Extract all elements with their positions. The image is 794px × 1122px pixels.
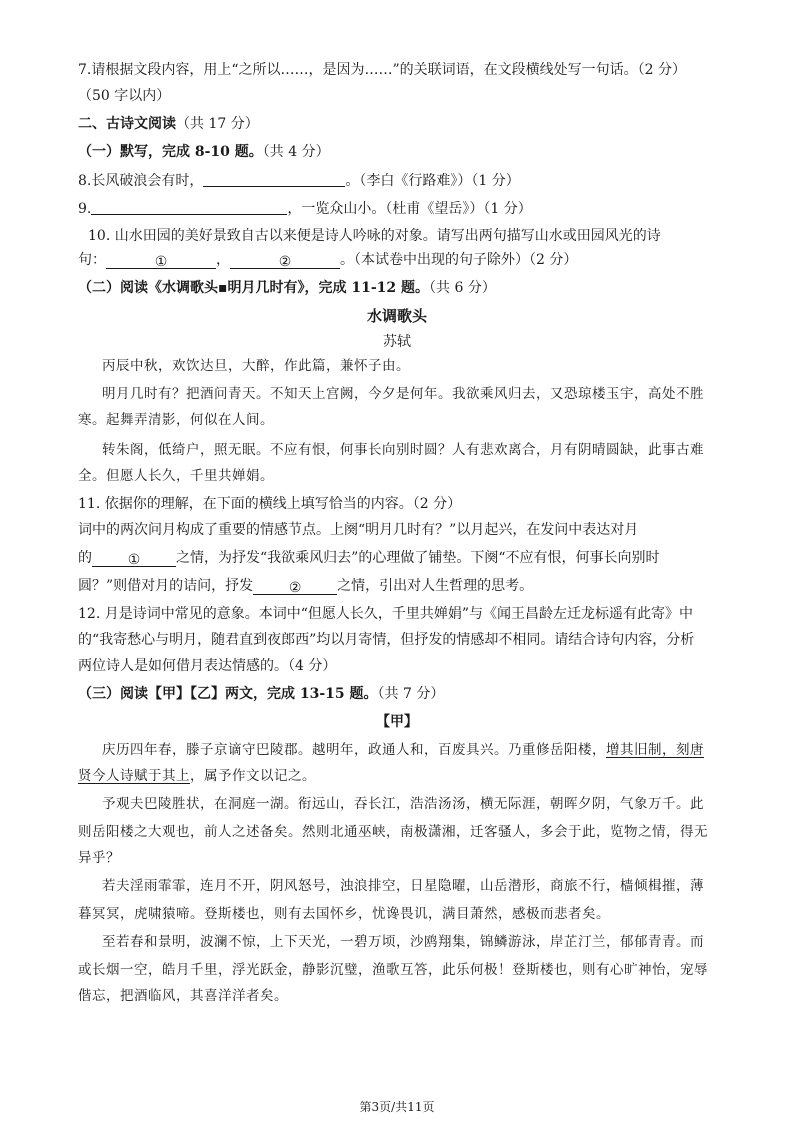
q11-line1: 11. 依据你的理解，在下面的横线上填写恰当的内容。（2 分） bbox=[78, 496, 462, 512]
jia-heading: 【甲】 bbox=[376, 714, 418, 730]
q11-line3 bbox=[78, 548, 659, 568]
q8-answer-blank[interactable] bbox=[203, 170, 345, 187]
q8-suffix: 。（李白《行路难》）（1 分） bbox=[345, 173, 520, 189]
poem-title: 水调歌头 bbox=[366, 307, 427, 325]
q12-line1: 12. 月是诗词中常见的意象。本词中“但愿人长久，千里共婵娟”与《闻王昌龄左迁龙标遥有此寄》中 bbox=[78, 606, 694, 622]
poem-line-4: 全。但愿人长久，千里共婵娟。 bbox=[78, 468, 274, 484]
q11-blank-2[interactable]: ② bbox=[253, 578, 337, 595]
jia-p2-line2: 则岳阳楼之大观也，前人之述备矣。然则北通巫峡，南极潇湘，迁客骚人，多会于此，览物之情，得无 bbox=[78, 824, 708, 840]
q7-line1: 7.请根据文段内容，用上“之所以……，是因为……”的关联词语，在文段横线处写一句话。（2 分） bbox=[78, 62, 687, 78]
jia-p3-line2: 暮冥冥，虎啸猿啼。登斯楼也，则有去国怀乡，忧谗畏讥，满目萧然，感极而悲者矣。 bbox=[78, 906, 610, 922]
q11-blank-1[interactable]: ① bbox=[92, 550, 176, 567]
q9 bbox=[78, 198, 532, 219]
q11-l4-prefix: 圆？”则借对月的诘问，抒发 bbox=[78, 578, 254, 594]
poem-author: 苏轼 bbox=[383, 334, 411, 350]
q7-line2: （50 字以内） bbox=[78, 88, 171, 104]
part3-score: （共 7 分） bbox=[377, 686, 445, 702]
section2-score: （共 17 分） bbox=[176, 116, 259, 132]
poem-preface: 丙辰中秋，欢饮达旦，大醉，作此篇，兼怀子由。 bbox=[102, 358, 410, 374]
q11-l3-prefix: 的 bbox=[78, 550, 92, 566]
section2-title: 二、古诗文阅读 bbox=[78, 116, 176, 132]
q8 bbox=[78, 170, 520, 191]
q10-separator: ， bbox=[216, 252, 230, 268]
jia-p4-line3: 偕忘，把酒临风，其喜洋洋者矣。 bbox=[78, 988, 288, 1004]
q12-line2: 的“我寄愁心与明月，随君直到夜郎西”均以月寄情，但抒发的情感却不相同。请结合诗句内容，分析 bbox=[78, 632, 695, 648]
q11-l4-suffix: 之情，引出对人生哲理的思考。 bbox=[337, 578, 534, 594]
part2-score: （共 6 分） bbox=[429, 280, 496, 296]
jia-p4-line2: 或长烟一空，皓月千里，浮光跃金，静影沉璧，渔歌互答，此乐何极！登斯楼也，则有心旷神怡，宠辱 bbox=[78, 962, 708, 978]
jia-p1-text-b: ，属予作文以记之。 bbox=[190, 768, 316, 784]
q9-suffix: ，一览众山小。（杜甫《望岳》）（1 分） bbox=[287, 201, 532, 217]
poem-line-1: 明月几时有？把酒问青天。不知天上宫阙，今夕是何年。我欲乘风归去，又恐琼楼玉宇，高处不胜 bbox=[102, 386, 704, 402]
jia-p1-underlined-1: 增其旧制，刻唐 bbox=[606, 742, 704, 758]
q11-line2: 词中的两次问月构成了重要的情感节点。上阕“明月几时有？”以月起兴，在发问中表达对月 bbox=[78, 522, 639, 538]
jia-p4-line1: 至若春和景明，波澜不惊，上下天光，一碧万顷，沙鸥翔集，锦鳞游泳，岸芷汀兰，郁郁青青。而 bbox=[102, 934, 704, 950]
poem-line-2: 寒。起舞弄清影，何似在人间。 bbox=[78, 412, 274, 428]
q10-line2 bbox=[78, 250, 577, 270]
q11-l3-suffix: 之情，为抒发“我欲乘风归去”的心理做了铺垫。下阕“不应有恨，何事长向别时 bbox=[176, 550, 660, 566]
q9-prefix: 9. bbox=[78, 201, 92, 217]
q11-line4 bbox=[78, 576, 533, 596]
jia-p1-line2 bbox=[78, 766, 316, 786]
q12-line3: 两位诗人是如何借月表达情感的。（4 分） bbox=[78, 658, 337, 674]
part3-title: （三）阅读【甲】【乙】两文，完成 13-15 题。 bbox=[78, 686, 378, 702]
q10-blank-1[interactable]: ① bbox=[106, 252, 216, 269]
jia-p1-text-a: 庆历四年春，滕子京谪守巴陵郡。越明年，政通人和，百废具兴。乃重修岳阳楼， bbox=[102, 742, 606, 758]
jia-p2-line3: 异乎？ bbox=[78, 850, 120, 866]
part2-title: （二）阅读《水调歌头▪明月几时有》，完成 11-12 题。 bbox=[78, 280, 430, 296]
q10-suffix: 。（本试卷中出现的句子除外）（2 分） bbox=[340, 252, 578, 268]
section2-heading bbox=[78, 114, 259, 134]
q10-prefix: 句： bbox=[78, 252, 106, 268]
part1-heading bbox=[78, 142, 330, 162]
jia-p1-line1 bbox=[102, 740, 704, 760]
q10-blank-2[interactable]: ② bbox=[230, 252, 340, 269]
poem-line-3: 转朱阁，低绮户，照无眠。不应有恨，何事长向别时圆？人有悲欢离合，月有阴晴圆缺，此事古难 bbox=[102, 442, 704, 458]
jia-p2-line1: 予观夫巴陵胜状，在洞庭一湖。衔远山，吞长江，浩浩汤汤，横无际涯，朝晖夕阴，气象万千。此 bbox=[102, 796, 704, 812]
q10-line1: 10. 山水田园的美好景致自古以来便是诗人吟咏的对象。请写出两句描写山水或田园风光的诗 bbox=[88, 228, 661, 244]
part1-score: （共 4 分） bbox=[262, 144, 330, 160]
part2-heading bbox=[78, 278, 496, 298]
q8-prefix: 8.长风破浪会有时， bbox=[78, 173, 204, 189]
jia-p1-underlined-2: 贤今人诗赋于其上 bbox=[78, 768, 190, 784]
q9-answer-blank[interactable] bbox=[91, 198, 287, 215]
page-number-footer: 第3页/共11页 bbox=[359, 1100, 435, 1114]
part1-title: （一）默写，完成 8-10 题。 bbox=[78, 144, 263, 160]
part3-heading bbox=[78, 684, 444, 704]
jia-p3-line1: 若夫淫雨霏霏，连月不开，阴风怒号，浊浪排空，日星隐曜，山岳潜形，商旅不行，樯倾楫摧，薄 bbox=[102, 878, 704, 894]
